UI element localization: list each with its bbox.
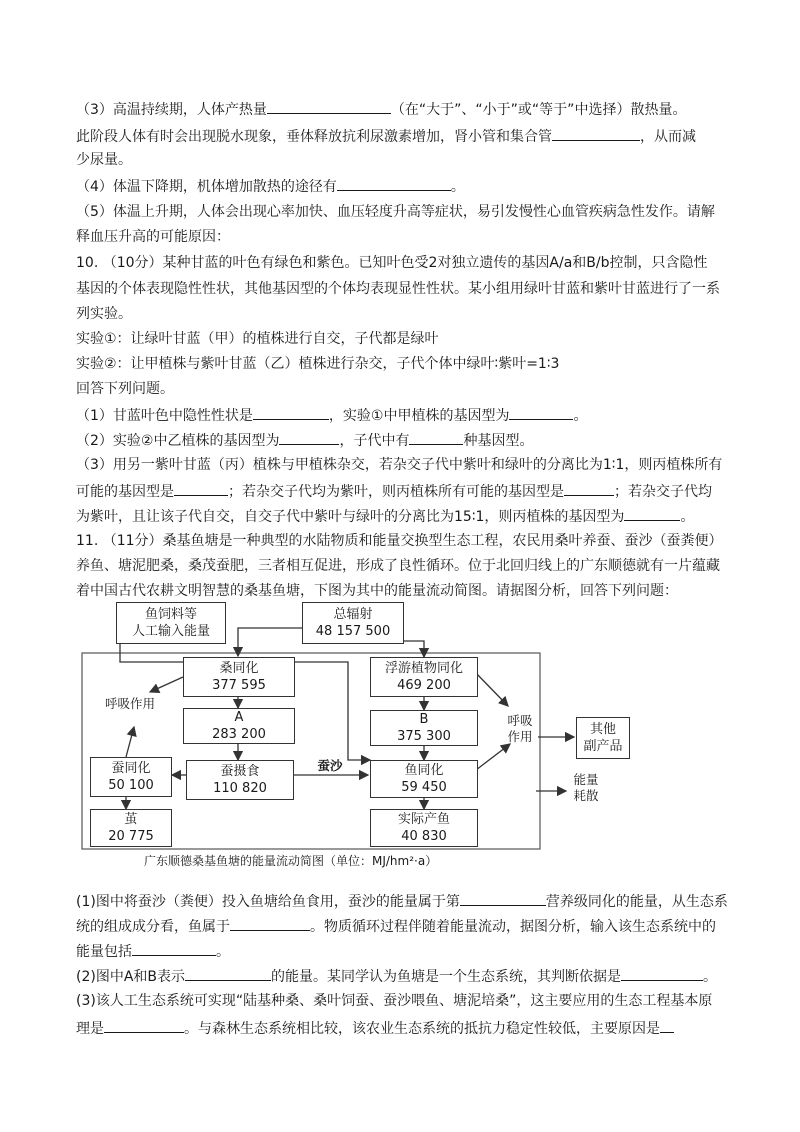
q3-text-a: （3）高温持续期，人体产热量 [76, 102, 267, 118]
q11-s2-blank-1[interactable] [185, 966, 271, 981]
q11-s1-blank-1[interactable] [460, 891, 546, 906]
silkworm-dung-label: 蚕沙 [317, 758, 343, 773]
q10-line3: 列实验。 [76, 306, 132, 322]
q3-line3: 少尿量。 [76, 152, 132, 168]
cocoon-label: 茧 [124, 812, 138, 827]
q10-s1-text-b: ，实验①中甲植株的基因型为 [328, 408, 510, 424]
radiation-value: 48 157 500 [315, 624, 391, 639]
q10-s3-text-b: ；若杂交子代均为紫叶，则丙植株所有可能的基因型是 [228, 484, 564, 500]
plankton-label: 浮游植物同化 [384, 661, 463, 676]
q10-s3-text-c: ；若杂交子代均 [614, 484, 712, 500]
q10-s1-text-c: 。 [573, 408, 588, 424]
fish-output-label: 实际产鱼 [397, 812, 450, 827]
q11-s3-blank-2[interactable] [660, 1018, 674, 1033]
b-label: B [419, 712, 429, 727]
q4-text-b: 。 [450, 179, 465, 195]
mulberry-box [183, 657, 295, 697]
q10-ask: 回答下列问题。 [76, 381, 174, 397]
q11-s3-blank-1[interactable] [104, 1018, 184, 1033]
q11-s1-text-b: 营养级同化的能量，从生态系 [545, 894, 728, 910]
q11-sub1-line2 [76, 916, 716, 936]
a-label: A [234, 710, 244, 725]
q10-s3-text-e: 。 [680, 509, 695, 525]
q11-line3: 着中国古代农耕文明智慧的桑基鱼塘，下图为其中的能量流动简图。请据图分析，回答下列问题： [76, 583, 678, 599]
q3-text-c: 此阶段人体有时会出现脱水现象，垂体释放抗利尿激素增加，肾小管和集合管 [76, 129, 552, 145]
silkworm-value: 50 100 [108, 778, 154, 793]
diagram-caption: 广东顺德桑基鱼塘的能量流动简图（单位：MJ/hm²·a） [144, 854, 438, 868]
q11-s1-text-f: 。 [216, 944, 230, 960]
q10-exp2: 实验②：让甲植株与紫叶甘蓝（乙）植株进行杂交，子代个体中绿叶∶紫叶=1∶3 [76, 356, 560, 372]
fish-output-value: 40 830 [401, 829, 447, 844]
q4-text-a: （4）体温下降期，机体增加散热的途径有 [76, 179, 337, 195]
q11-s3-text-a: 理是 [76, 1021, 104, 1037]
q11-s2-text-b: 的能量。某同学认为鱼塘是一个生态系统，其判断依据是 [271, 969, 622, 985]
mulberry-label: 桑同化 [219, 661, 259, 676]
fish-output-box [370, 809, 478, 847]
respiration-right-line2: 作用 [507, 729, 533, 744]
q11-s1-text-c: 统的组成成分看，鱼属于 [76, 919, 230, 935]
q11-s2-text-a: (2)图中A和B表示 [76, 969, 186, 985]
q11-s2-text-c: 。 [703, 969, 718, 985]
radiation-box [302, 602, 404, 644]
q10-line2: 基因的个体表现隐性性状，其他基因型的个体均表现显性性状。某小组用绿叶甘蓝和紫叶甘蓝进行了一系 [76, 281, 720, 297]
q11-s2-blank-2[interactable] [621, 966, 703, 981]
fish-box [370, 760, 478, 798]
intake-value: 110 820 [213, 781, 267, 796]
q11-s1-blank-2[interactable] [230, 916, 310, 931]
respiration-right-line1: 呼吸 [507, 713, 533, 728]
dissipation-line2: 耗散 [573, 788, 599, 803]
q11-sub1-line1 [76, 891, 728, 911]
fish-label: 鱼同化 [404, 763, 444, 778]
q5-line2: 释血压升高的可能原因： [76, 229, 230, 245]
q11-sub1-line3 [76, 941, 230, 961]
q11-s1-blank-3[interactable] [132, 941, 216, 956]
intake-box [186, 760, 294, 800]
mulberry-value: 377 595 [212, 678, 266, 693]
q3-text-b: （在“大于”、“小于”或“等于”中选择）散热量。 [390, 102, 687, 118]
others-sublabel: 副产品 [583, 739, 623, 754]
q11-sub2-line [76, 966, 717, 986]
plankton-value: 469 200 [397, 678, 451, 693]
fish-value: 59 450 [401, 780, 447, 795]
q5-line1: （5）体温上升期，人体会出现心率加快、血压轻度升高等症状，易引发慢性心血管疾病急性发作。请解 [76, 204, 715, 220]
q10-s3-text-a: 可能的基因型是 [76, 484, 174, 500]
radiation-label: 总辐射 [333, 607, 373, 622]
q10-s1-text-a: （1）甘蓝叶色中隐性性状是 [76, 408, 253, 424]
q10-s2-text-a: （2）实验②中乙植株的基因型为 [76, 433, 280, 449]
q10-s2-text-c: 种基因型。 [463, 433, 534, 449]
q11-line2: 养鱼、塘泥肥桑，桑茂蚕肥，三者相互促进，形成了良性循环。位于北回归线上的广东顺德就有一片蕴藏 [76, 558, 720, 574]
q10-line1: 10. （10分）某种甘蓝的叶色有绿色和紫色。已知叶色受2对独立遗传的基因A/a和B/b控制，只含隐性 [76, 255, 708, 271]
cocoon-value: 20 775 [108, 829, 154, 844]
silkworm-box [90, 757, 172, 797]
feed-label: 鱼饲料等 [144, 607, 197, 622]
a-value: 283 200 [212, 727, 266, 742]
q10-s3-text-d: 为紫叶，且让该子代自交，自交子代中紫叶与绿叶的分离比为15∶1，则丙植株的基因型为 [76, 509, 625, 525]
others-box [576, 717, 630, 759]
others-label: 其他 [589, 722, 616, 737]
dissipation-line1: 能量 [573, 772, 599, 787]
feed-input-box [116, 602, 226, 644]
q11-line1: 11. （11分）桑基鱼塘是一种典型的水陆物质和能量交换型生态工程，农民用桑叶养蚕、蚕沙（蚕粪便） [76, 533, 723, 549]
q10-exp1: 实验①：让绿叶甘蓝（甲）的植株进行自交，子代都是绿叶 [76, 331, 439, 347]
intake-label: 蚕摄食 [220, 764, 260, 779]
feed-sublabel: 人工输入能量 [131, 624, 210, 639]
respiration-left-label: 呼吸作用 [104, 696, 155, 711]
cocoon-box [90, 809, 172, 847]
q11-s1-text-a: (1)图中将蚕沙（粪便）投入鱼塘给鱼食用，蚕沙的能量属于第 [76, 894, 460, 910]
plankton-box [370, 657, 478, 697]
q10-sub3-line1: （3）用另一紫叶甘蓝（丙）植株与甲植株杂交，若杂交子代中紫叶和绿叶的分离比为1∶1，则丙植株所有 [76, 457, 723, 473]
q11-s3-text-b: 。与森林生态系统相比较，该农业生态系统的抵抗力稳定性较低，主要原因是 [184, 1021, 660, 1037]
q11-s1-text-e: 能量包括 [76, 944, 132, 960]
a-box [183, 708, 295, 744]
dissipation-label [566, 772, 606, 804]
silkworm-label: 蚕同化 [111, 761, 151, 776]
respiration-right-label [500, 713, 540, 745]
b-box [370, 710, 478, 746]
q10-s2-text-b: ，子代中有 [339, 433, 410, 449]
b-value: 375 300 [397, 729, 451, 744]
q11-sub3-line2 [76, 1018, 674, 1038]
q11-s1-text-d: 。物质循环过程伴随着能量流动，据图分析，输入该生态系统中的 [310, 919, 716, 935]
q3-text-d: ，从而减 [640, 129, 696, 145]
q11-sub3-line1: (3)该人工生态系统可实现“陆基种桑、桑叶饲蚕、蚕沙喂鱼、塘泥培桑”，这主要应用的生态工程基本原 [76, 993, 713, 1009]
